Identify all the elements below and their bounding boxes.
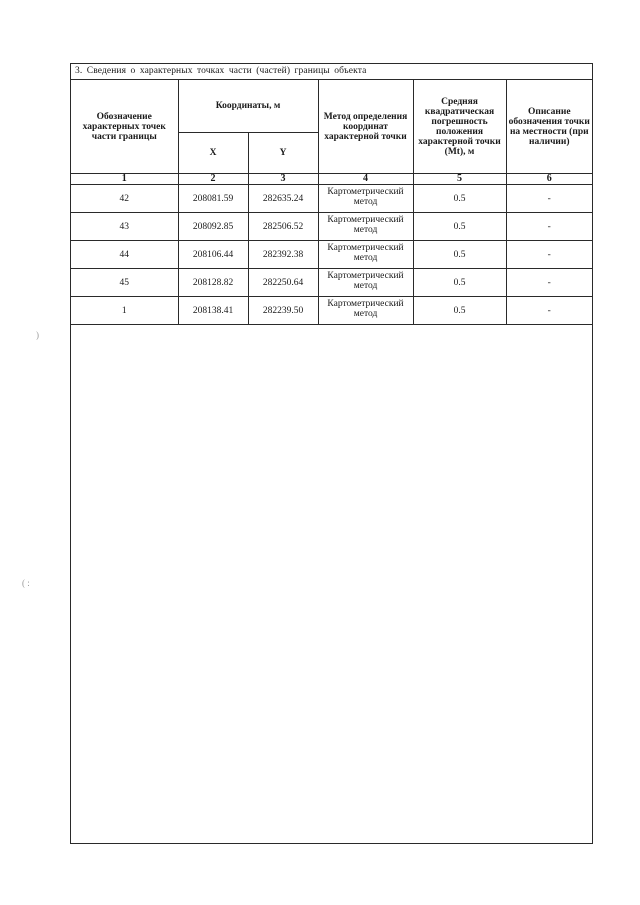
- document-frame: [70, 63, 593, 844]
- point-cell: 42: [71, 185, 178, 213]
- description-cell: -: [506, 241, 592, 269]
- description-cell: -: [506, 185, 592, 213]
- description-cell: -: [506, 269, 592, 297]
- point-cell: 43: [71, 213, 178, 241]
- method-cell: Картометрический метод: [318, 297, 413, 325]
- section-title: 3. Сведения о характерных точках части (частей) границы объекта: [71, 64, 592, 80]
- scan-artifact: ): [36, 330, 39, 340]
- x-cell: 208138.41: [178, 297, 248, 325]
- table-row: [71, 269, 592, 297]
- header-coordinates: Координаты, м: [178, 80, 318, 133]
- column-number: 5: [413, 174, 506, 185]
- method-cell: Картометрический метод: [318, 269, 413, 297]
- scan-artifact: ( :: [22, 578, 30, 588]
- x-cell: 208128.82: [178, 269, 248, 297]
- column-number: 1: [71, 174, 178, 185]
- header-method: Метод определения координат характерной точки: [318, 80, 413, 174]
- x-cell: 208106.44: [178, 241, 248, 269]
- x-cell: 208081.59: [178, 185, 248, 213]
- header-designation: Обозначение характерных точек части границы: [71, 80, 178, 174]
- error-cell: 0.5: [413, 297, 506, 325]
- x-cell: 208092.85: [178, 213, 248, 241]
- y-cell: 282392.38: [248, 241, 318, 269]
- column-number: 3: [248, 174, 318, 185]
- error-cell: 0.5: [413, 269, 506, 297]
- method-cell: Картометрический метод: [318, 185, 413, 213]
- method-cell: Картометрический метод: [318, 241, 413, 269]
- point-cell: 1: [71, 297, 178, 325]
- header-description: Описание обозначения точки на местности (при наличии): [506, 80, 592, 174]
- y-cell: 282250.64: [248, 269, 318, 297]
- description-cell: -: [506, 213, 592, 241]
- y-cell: 282635.24: [248, 185, 318, 213]
- error-cell: 0.5: [413, 185, 506, 213]
- point-cell: 44: [71, 241, 178, 269]
- table-row: [71, 297, 592, 325]
- column-number: 6: [506, 174, 592, 185]
- column-number-row: [71, 174, 592, 185]
- y-cell: 282239.50: [248, 297, 318, 325]
- point-cell: 45: [71, 269, 178, 297]
- header-row: [71, 80, 592, 133]
- column-number: 4: [318, 174, 413, 185]
- boundary-points-table: [71, 80, 592, 325]
- header-x: X: [178, 133, 248, 174]
- error-cell: 0.5: [413, 213, 506, 241]
- header-y: Y: [248, 133, 318, 174]
- table-row: [71, 241, 592, 269]
- y-cell: 282506.52: [248, 213, 318, 241]
- description-cell: -: [506, 297, 592, 325]
- table-row: [71, 213, 592, 241]
- table-row: [71, 185, 592, 213]
- column-number: 2: [178, 174, 248, 185]
- error-cell: 0.5: [413, 241, 506, 269]
- method-cell: Картометрический метод: [318, 213, 413, 241]
- header-error: Средняя квадратическая погрешность положения характерной точки (Mt), м: [413, 80, 506, 174]
